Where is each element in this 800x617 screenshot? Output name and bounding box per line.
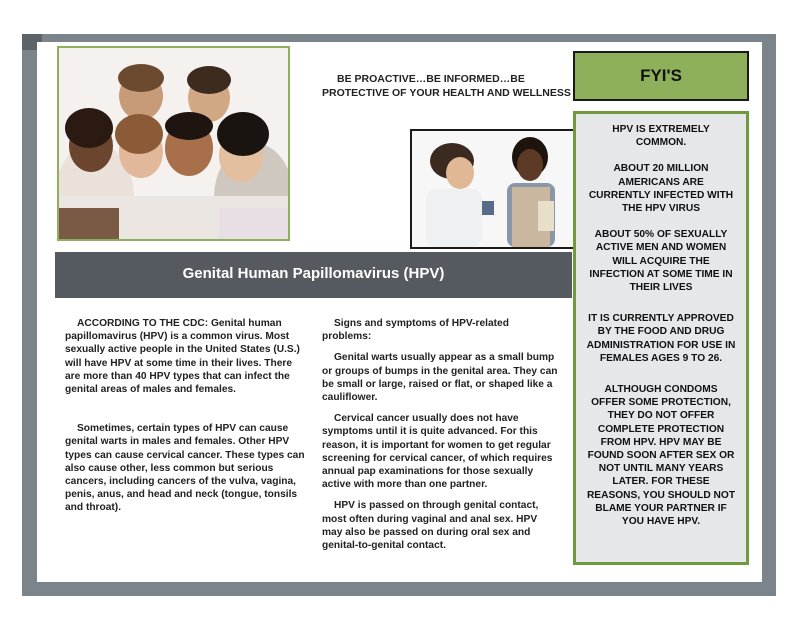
- tagline-line1: BE PROACTIVE…BE INFORMED…BE: [337, 73, 525, 85]
- cervical-cancer-paragraph: Cervical cancer usually does not have symptoms until it is quite advanced. For this reason, it is important for women to get regular screening for cervical cancer, of which requires annual pap examinations for those sexually active with more than one partner.: [322, 413, 553, 491]
- fyi-item: ABOUT 20 MILLION AMERICANS ARE CURRENTLY INFECTED WITH THE HPV VIRUS: [588, 163, 734, 215]
- fyi-item: ABOUT 50% OF SEXUALLY ACTIVE MEN AND WOMEN WILL ACQUIRE THE INFECTION AT SOME TIME IN THEIR LIVES: [589, 229, 733, 294]
- tagline-line2: PROTECTIVE OF YOUR HEALTH AND WELLNESS: [322, 87, 571, 99]
- fyi-heading: FYI'S: [640, 66, 682, 85]
- left-column: [65, 317, 305, 515]
- fyi-item: ALTHOUGH CONDOMS OFFER SOME PROTECTION, THEY DO NOT OFFER COMPLETE PROTECTION FROM HPV. HPV MAY BE FOUND SOON AFTER SEX OR NOT UNTIL MANY YEARS LATER. FOR THESE REASONS, YOU SHOULD NOT BLAME YOUR PARTNER IF YOU HAVE HPV.: [586, 384, 736, 528]
- group-photo: [57, 46, 290, 241]
- right-column: [322, 317, 560, 552]
- fyi-item: HPV IS EXTREMELY COMMON.: [612, 124, 710, 149]
- page-title: Genital Human Papillomavirus (HPV): [182, 265, 445, 282]
- cdc-paragraph: ACCORDING TO THE CDC: Genital human papillomavirus (HPV) is a common virus. Most sexually active people in the United States (U.S.) will have HPV at some time in their lives. There are more than 40 HPV types that can infect the genital areas of males and females.: [65, 318, 300, 396]
- doctor-patient-photo: [410, 129, 578, 249]
- tagline: [322, 72, 572, 100]
- transmission-paragraph: HPV is passed on through genital contact, most often during vaginal and anal sex. HPV may also be passed on during oral sex and genital-to-genital contact.: [322, 500, 539, 552]
- warts-paragraph: Genital warts usually appear as a small bump or groups of bumps in the genital area. They can be small or large, raised or flat, or shaped like a cauliflower.: [322, 352, 558, 404]
- fyi-box: [573, 111, 749, 565]
- title-bar: [55, 252, 572, 298]
- signs-heading: Signs and symptoms of HPV-related problems:: [322, 318, 509, 343]
- fyi-heading-box: [573, 51, 749, 101]
- fyi-item: IT IS CURRENTLY APPROVED BY THE FOOD AND DRUG ADMINISTRATION FOR USE IN FEMALES AGES 9 TO 26.: [586, 313, 736, 364]
- hpv-types-paragraph: Sometimes, certain types of HPV can cause genital warts in males and females. Other HPV types can cause cervical cancer. These types can also cause other, less common but serious cancers, including cancers of the vulva, vagina, penis, anus, and head and neck (tongue, tonsils and throat).: [65, 423, 305, 514]
